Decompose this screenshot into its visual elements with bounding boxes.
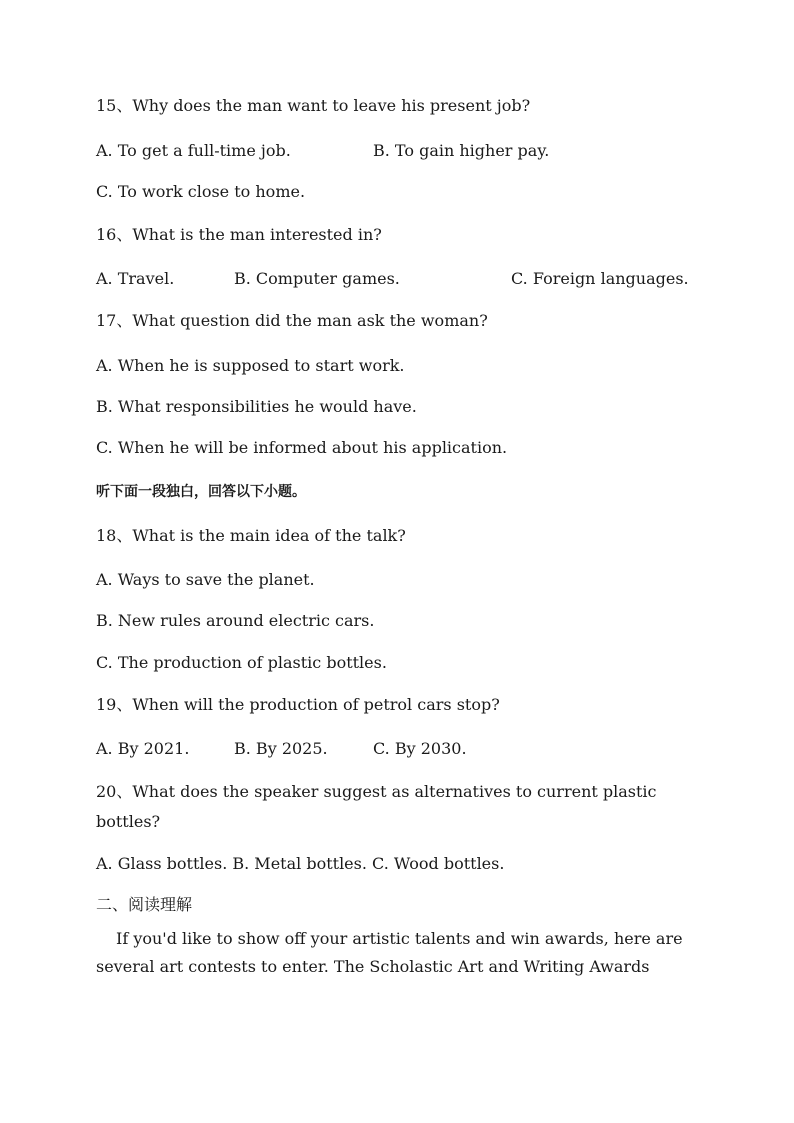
listening-instruction: 听下面一段独白，回答以下小题。 (96, 484, 306, 500)
question-15: 15、Why does the man want to leave his present job? (96, 96, 531, 115)
q20-options: A. Glass bottles. B. Metal bottles. C. Wood bottles. (96, 854, 505, 873)
q19-option-c: C. By 2030. (373, 739, 467, 758)
question-17: 17、What question did the man ask the woman? (96, 311, 488, 330)
q16-option-a: A. Travel. (96, 269, 175, 288)
q18-option-a: A. Ways to save the planet. (96, 570, 315, 589)
section-heading-reading: 二、阅读理解 (96, 895, 193, 914)
question-19: 19、When will the production of petrol cars stop? (96, 695, 500, 714)
q15-option-c: C. To work close to home. (96, 182, 306, 201)
q17-option-c: C. When he will be informed about his application. (96, 438, 508, 457)
reading-passage: If you'd like to show off your artistic talents and win awards, here are several art contests to enter. The Scholastic Art and Writing Awards (96, 929, 683, 976)
q19-option-b: B. By 2025. (234, 739, 328, 758)
q16-option-b: B. Computer games. (234, 269, 400, 288)
q19-option-a: A. By 2021. (96, 739, 190, 758)
question-20: 20、What does the speaker suggest as alternatives to current plastic bottles? (96, 782, 657, 831)
question-18: 18、What is the main idea of the talk? (96, 526, 406, 545)
q16-option-c: C. Foreign languages. (511, 269, 689, 288)
question-16: 16、What is the man interested in? (96, 225, 382, 244)
q18-option-c: C. The production of plastic bottles. (96, 653, 387, 672)
q17-option-b: B. What responsibilities he would have. (96, 397, 417, 416)
q18-option-b: B. New rules around electric cars. (96, 611, 375, 630)
q17-option-a: A. When he is supposed to start work. (96, 356, 405, 375)
q15-option-b: B. To gain higher pay. (373, 141, 550, 160)
q15-option-a: A. To get a full-time job. (96, 141, 291, 160)
